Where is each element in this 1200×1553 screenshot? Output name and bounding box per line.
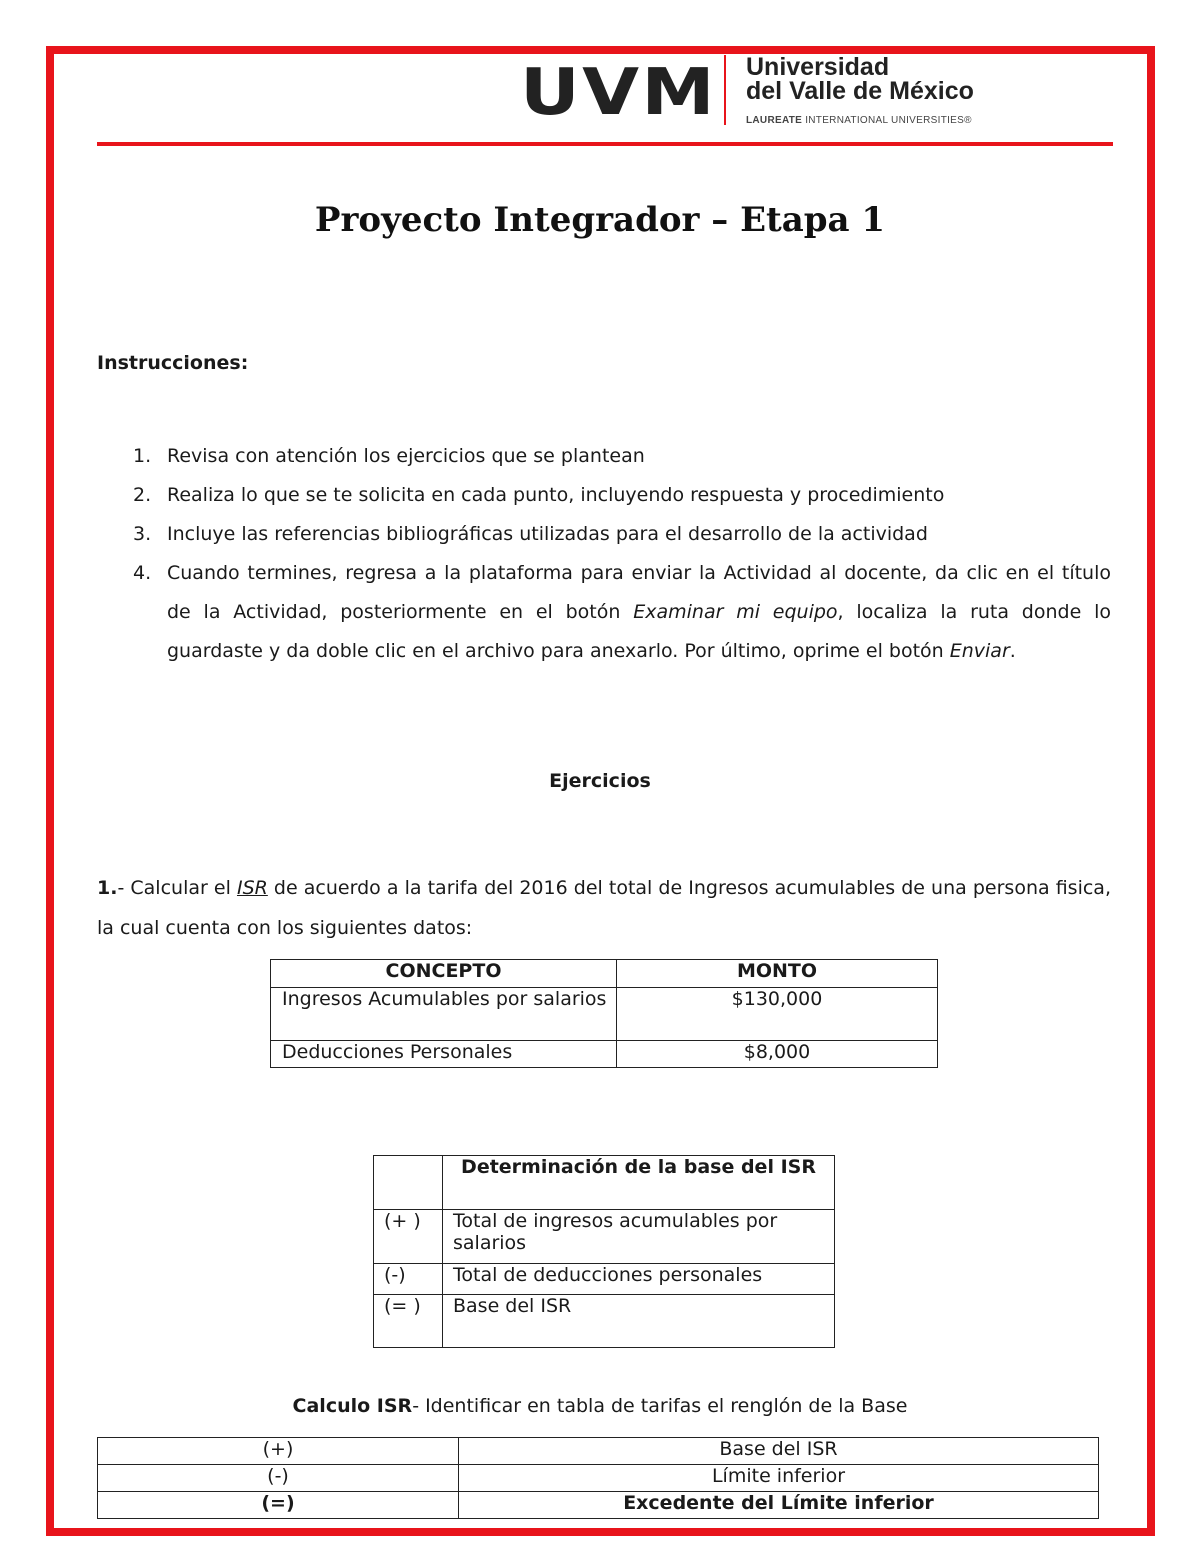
logo-valle-de-mexico: del Valle de México — [746, 77, 974, 105]
table-cell: $130,000 — [617, 988, 938, 1041]
list-item: 4. Cuando termines, regresa a la plataforma para enviar la Actividad al docente, da clic en el título de la Actividad, posteriormente en el botón Examinar mi equipo, localiza la ruta donde lo guardaste y da doble clic en el archivo para anexarlo. Por último, oprime el botón Enviar. — [133, 562, 1111, 662]
logo-universidad: Universidad — [746, 53, 890, 81]
table-row — [374, 1156, 835, 1210]
table-row — [98, 1492, 1099, 1519]
header-rule — [97, 142, 1113, 146]
list-item: 2. Realiza lo que se te solicita en cada punto, incluyendo respuesta y procedimiento — [133, 484, 945, 506]
list-item: 3. Incluye las referencias bibliográficas utilizadas para el desarrollo de la actividad — [133, 523, 928, 545]
table-cell: (+) — [98, 1438, 459, 1465]
table-row — [98, 1438, 1099, 1465]
calc-table — [97, 1437, 1099, 1519]
table-cell: (+ ) — [374, 1210, 443, 1264]
list-item: 1. Revisa con atención los ejercicios que se plantean — [133, 445, 645, 467]
table-cell: Total de deducciones personales — [443, 1264, 835, 1295]
table-cell: $8,000 — [617, 1041, 938, 1068]
data-table — [270, 959, 938, 1068]
instructions-list — [97, 437, 1111, 671]
table-cell: Base del ISR — [459, 1438, 1099, 1465]
section-heading: Ejercicios — [549, 770, 651, 792]
table-row — [98, 1465, 1099, 1492]
page-title: Proyecto Integrador – Etapa 1 — [314, 200, 886, 240]
logo-separator — [724, 55, 726, 125]
base-table — [373, 1155, 835, 1348]
table-row — [271, 960, 938, 988]
table-row — [374, 1210, 835, 1264]
uvm-logo — [520, 55, 1000, 135]
table-cell: Excedente del Límite inferior — [459, 1492, 1099, 1519]
table-cell: Deducciones Personales — [271, 1041, 617, 1068]
table-row — [374, 1295, 835, 1348]
table-cell: (-) — [374, 1264, 443, 1295]
table-header: CONCEPTO — [271, 960, 617, 988]
table-cell: (=) — [98, 1492, 459, 1519]
table-row — [271, 1041, 938, 1068]
exercise-1-text: 1.- Calcular el ISR de acuerdo a la tarifa del 2016 del total de Ingresos acumulables de una persona fisica, la cual cuenta con los siguientes datos: — [97, 877, 1111, 939]
instructions-heading: Instrucciones: — [97, 352, 249, 374]
table-cell: Total de ingresos acumulables por salarios — [443, 1210, 835, 1264]
table-cell: Ingresos Acumulables por salarios — [271, 988, 617, 1041]
table-cell: Base del ISR — [443, 1295, 835, 1348]
table-header: Determinación de la base del ISR — [443, 1156, 835, 1210]
table-cell: (= ) — [374, 1295, 443, 1348]
table-cell: (-) — [98, 1465, 459, 1492]
table-cell: Límite inferior — [459, 1465, 1099, 1492]
table-row — [271, 988, 938, 1041]
table-row — [374, 1264, 835, 1295]
calc-heading: Calculo ISR- Identificar en tabla de tarifas el renglón de la Base — [292, 1395, 908, 1417]
logo-uvm-letters: UVM — [520, 56, 717, 130]
logo-laureate: LAUREATE INTERNATIONAL UNIVERSITIES® — [746, 115, 972, 126]
table-header: MONTO — [617, 960, 938, 988]
